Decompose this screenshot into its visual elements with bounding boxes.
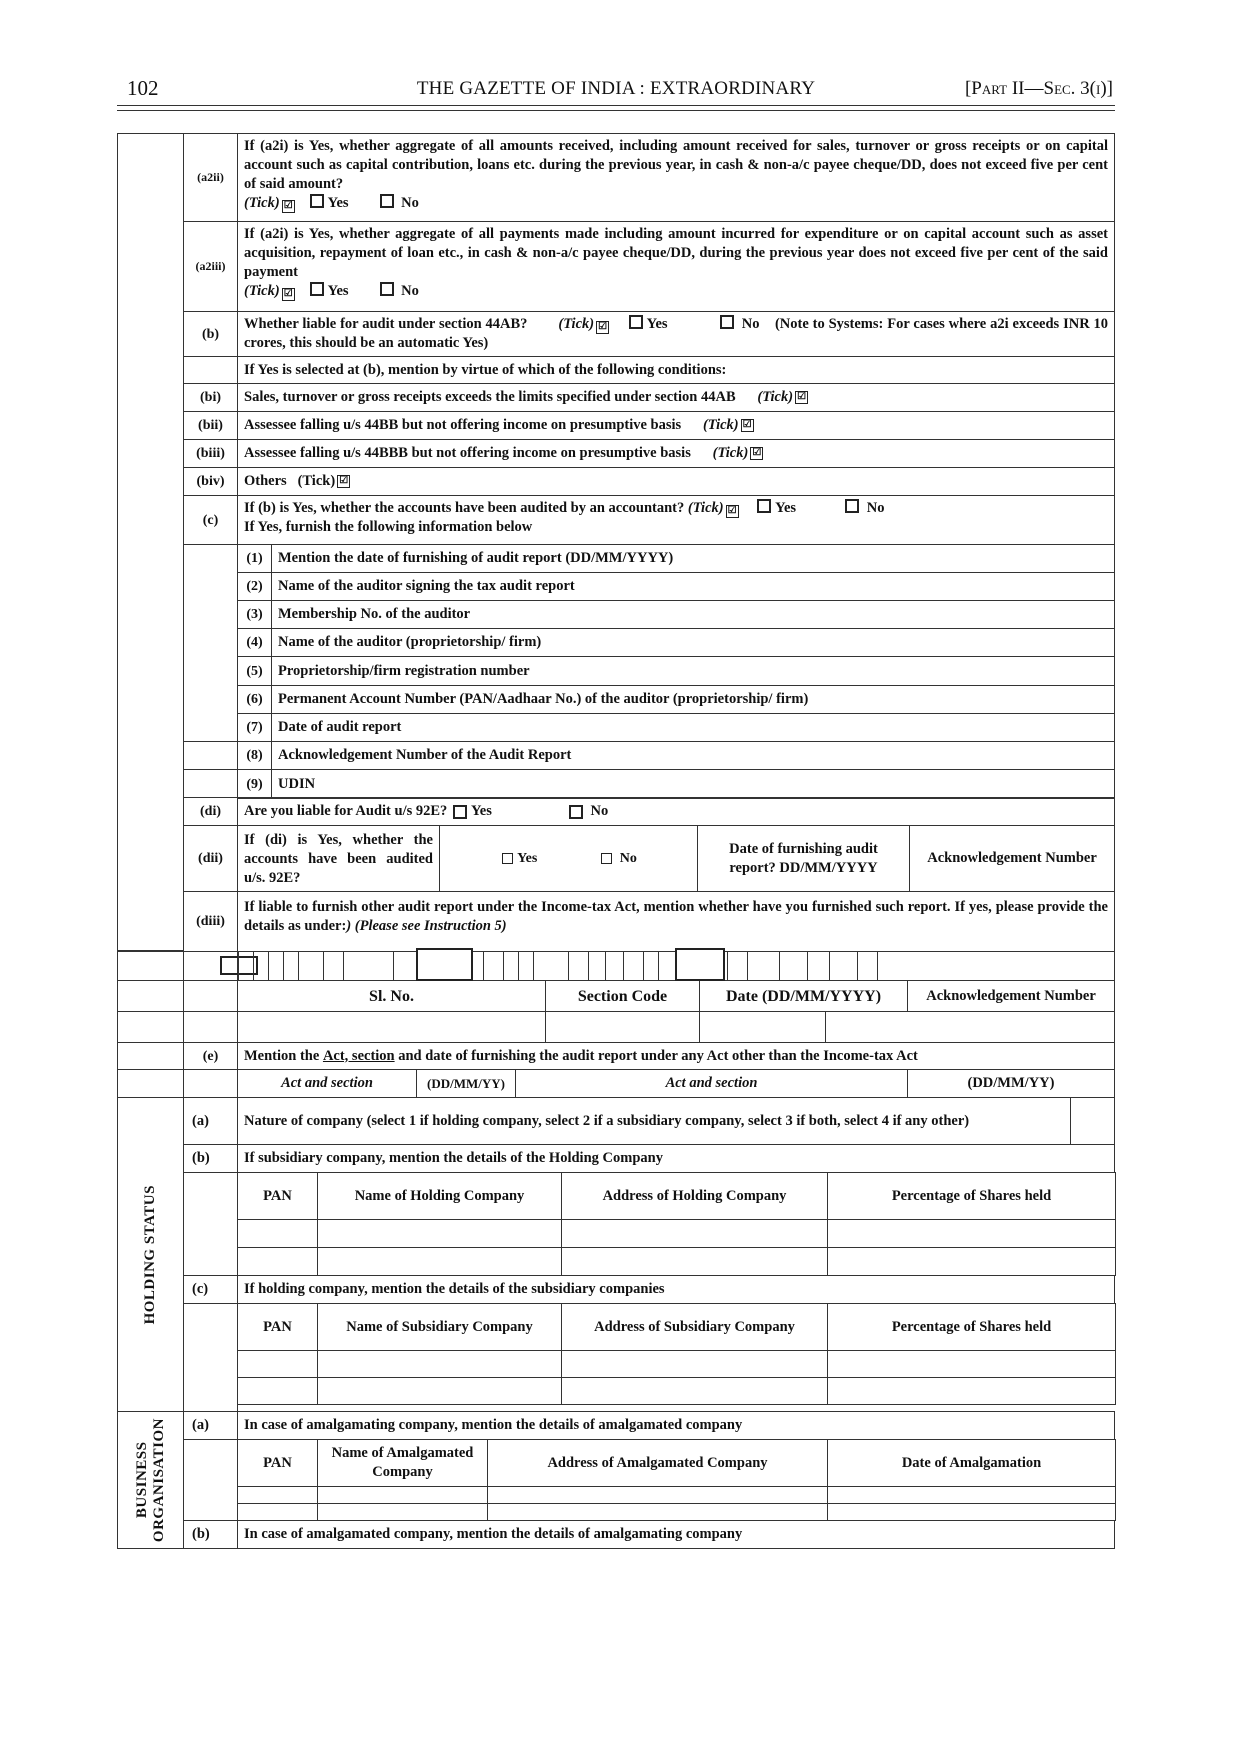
row-label-a2iii: (a2iii) (183, 221, 238, 312)
yes-checkbox[interactable] (757, 499, 771, 513)
row-e (237, 1042, 1115, 1070)
header-rule (117, 105, 1115, 106)
row-label-bii: (bii) (183, 411, 238, 440)
char-box-divider (283, 951, 284, 981)
no-checkbox[interactable] (380, 282, 394, 296)
amalgamated-cell[interactable] (237, 1503, 318, 1521)
audit-info-number: (9) (237, 769, 272, 799)
audit-info-item[interactable]: Acknowledgement Number of the Audit Report (271, 741, 1115, 770)
row-diii (237, 891, 1115, 952)
holding-status-section-label (117, 1097, 184, 1412)
dii-question: If (di) is Yes, whether the accounts have been audited u/s. 92E? (237, 825, 440, 892)
holding-a-text: Nature of company (select 1 if holding company, select 2 if a subsidiary company, select 3 if both, select 4 if any other) (237, 1097, 1071, 1145)
audit-info-number: (1) (237, 544, 272, 573)
e-col-date-2: (DD/MM/YY) (907, 1069, 1115, 1098)
char-box-divider (605, 951, 606, 981)
dii-ack-label: Acknowledgement Number (909, 825, 1115, 892)
subsidiary-header-3: Percentage of Shares held (827, 1303, 1116, 1351)
amalgamated-header-3: Date of Amalgamation (827, 1439, 1116, 1487)
char-box-divider (643, 951, 644, 981)
holding-header-0: PAN (237, 1172, 318, 1220)
row-label-biii: (biii) (183, 439, 238, 468)
amalgamated-header-2: Address of Amalgamated Company (487, 1439, 828, 1487)
row-label-bi: (bi) (183, 383, 238, 412)
systems-note: (Note to Systems: For cases where a2i exceeds INR 10 crores, this should be an automatic Yes) (244, 316, 1109, 351)
no-checkbox[interactable] (569, 805, 583, 819)
holding-cell[interactable] (561, 1219, 828, 1248)
tick-label: (Tick) (244, 283, 280, 299)
audit-info-number: (8) (237, 741, 272, 770)
holding-header-1: Name of Holding Company (317, 1172, 562, 1220)
no-label: No (590, 803, 609, 819)
holding-cell[interactable] (827, 1247, 1116, 1276)
row-label-empty (183, 741, 238, 770)
no-label: No (741, 316, 760, 332)
row-a2ii (237, 133, 1115, 222)
subsidiary-header-2: Address of Subsidiary Company (561, 1303, 828, 1351)
audit-info-number: (7) (237, 713, 272, 742)
diii-instruction: ) (Please see Instruction 5) (346, 918, 507, 934)
char-box-divider (747, 951, 748, 981)
blank-cell (183, 980, 238, 1012)
tick-label: (Tick) (702, 417, 739, 433)
char-box-divider (268, 951, 269, 981)
subsidiary-cell[interactable] (317, 1350, 562, 1378)
row-label-bo-b: (b) (183, 1520, 238, 1549)
amalgamated-cell[interactable] (827, 1486, 1116, 1504)
yes-label: Yes (517, 851, 538, 866)
row-label-e: (e) (183, 1042, 238, 1070)
row-label-holding-b: (b) (183, 1144, 238, 1173)
char-box-divider (503, 951, 504, 981)
subsidiary-cell[interactable] (827, 1350, 1116, 1378)
row-bii (237, 411, 1115, 440)
col-header-date: Date (DD/MM/YYYY) (699, 980, 908, 1012)
nature-of-company-input[interactable] (1070, 1097, 1115, 1145)
e-text-pre: Mention the (244, 1047, 323, 1064)
char-box-divider (238, 951, 239, 981)
audit-info-number: (5) (237, 656, 272, 686)
subsidiary-cell[interactable] (237, 1350, 318, 1378)
char-box-divider (533, 951, 534, 981)
e-col-act-section-1: Act and section (237, 1069, 417, 1098)
row-label-dii: (dii) (183, 825, 238, 892)
amalgamated-cell[interactable] (827, 1503, 1116, 1521)
amalgamated-cell[interactable] (317, 1503, 488, 1521)
row-di (237, 797, 1115, 826)
holding-header-2: Address of Holding Company (561, 1172, 828, 1220)
checked-box-icon: ☑ (282, 288, 295, 301)
tick-label: (Tick) (757, 389, 794, 405)
row-label-empty (183, 544, 238, 742)
audit-info-number: (3) (237, 600, 272, 629)
holding-cell[interactable] (317, 1247, 562, 1276)
audit-info-number: (2) (237, 572, 272, 601)
holding-cell[interactable] (237, 1219, 318, 1248)
dii-yes-no (439, 825, 698, 892)
char-box-divider (779, 951, 780, 981)
amalgamated-cell[interactable] (487, 1503, 828, 1521)
biii-text: Assessee falling u/s 44BBB but not offering income on presumptive basis (244, 445, 691, 461)
yes-label: Yes (646, 316, 668, 332)
tick-label: (Tick) (687, 500, 724, 516)
yes-checkbox[interactable] (629, 315, 643, 329)
row-label-a2ii: (a2ii) (183, 133, 238, 222)
subsidiary-cell[interactable] (827, 1377, 1116, 1405)
checked-box-icon[interactable]: ☑ (750, 447, 763, 460)
audit-info-item[interactable]: Permanent Account Number (PAN/Aadhaar No.) of the auditor (proprietorship/ firm) (271, 685, 1115, 714)
blank-cell (117, 951, 184, 981)
audit-info-number: (6) (237, 685, 272, 714)
no-checkbox[interactable] (845, 499, 859, 513)
char-box-divider (393, 951, 394, 981)
row-label-biv: (biv) (183, 467, 238, 496)
sl-no-input[interactable] (237, 1011, 546, 1043)
page-header (117, 76, 1115, 106)
col-header-ack-number: Acknowledgement Number (907, 980, 1115, 1012)
tick-label: (Tick) (244, 195, 280, 211)
checked-box-icon[interactable]: ☑ (795, 391, 808, 404)
amalgamated-cell[interactable] (487, 1486, 828, 1504)
subsidiary-header-0: PAN (237, 1303, 318, 1351)
audit-info-item[interactable]: Membership No. of the auditor (271, 600, 1115, 629)
bo-b-text: In case of amalgamated company, mention the details of amalgamating company (237, 1520, 1115, 1549)
e-col-date-1: (DD/MM/YY) (416, 1069, 516, 1098)
yes-label: Yes (327, 283, 349, 299)
subsidiary-cell[interactable] (561, 1350, 828, 1378)
char-box-divider (323, 951, 324, 981)
char-box-divider (807, 951, 808, 981)
no-label: No (619, 851, 637, 866)
row-a2iii (237, 221, 1115, 312)
amalgamated-header-0: PAN (237, 1439, 318, 1487)
holding-cell[interactable] (317, 1219, 562, 1248)
char-box-divider (568, 951, 569, 981)
biv-text: Others (244, 473, 287, 489)
subsidiary-cell[interactable] (561, 1377, 828, 1405)
blank-cell (117, 1042, 184, 1070)
blank-cell (117, 1011, 184, 1043)
char-box-divider (623, 951, 624, 981)
char-box-large[interactable] (416, 948, 473, 981)
no-checkbox[interactable] (601, 853, 612, 864)
row-c (237, 495, 1115, 545)
tick-label: (Tick) (558, 316, 595, 332)
header-rule-double (117, 110, 1115, 111)
row-label-holding-a: (a) (183, 1097, 238, 1145)
checked-box-icon: ☑ (282, 200, 295, 213)
checked-box-icon[interactable]: ☑ (741, 419, 754, 432)
amalgamated-cell[interactable] (237, 1486, 318, 1504)
holding-c-text: If holding company, mention the details of the subsidiary companies (237, 1275, 1115, 1304)
row-b (237, 311, 1115, 357)
blank-cell (183, 1439, 238, 1521)
audit-info-item[interactable]: Date of audit report (271, 713, 1115, 742)
blank-cell (183, 1303, 238, 1412)
bo-a-text: In case of amalgamating company, mention the details of amalgamated company (237, 1411, 1115, 1440)
yes-label: Yes (327, 195, 349, 211)
audit-info-item[interactable]: Proprietorship/firm registration number (271, 656, 1115, 686)
yes-label: Yes (470, 803, 492, 819)
amalgamated-header-1: Name of Amalgamated Company (317, 1439, 488, 1487)
row-label-empty (183, 769, 238, 798)
blank-cell (183, 1069, 238, 1098)
col-header-sl-no: Sl. No. (237, 980, 546, 1012)
tick-label: (Tick) (297, 473, 336, 489)
dii-date-label: Date of furnishing audit report? DD/MM/YYYY (697, 825, 910, 892)
audit-info-item[interactable]: Mention the date of furnishing of audit report (DD/MM/YYYY) (271, 544, 1115, 573)
date-input[interactable] (699, 1011, 826, 1043)
holding-cell[interactable] (827, 1219, 1116, 1248)
ack-number-input[interactable] (825, 1011, 1115, 1043)
blank-cell (183, 1172, 238, 1276)
row-label-diii: (diii) (183, 891, 238, 952)
audit-info-number: (4) (237, 628, 272, 657)
gazette-title: THE GAZETTE OF INDIA : EXTRAORDINARY (416, 78, 816, 99)
tick-label: (Tick) (712, 445, 749, 461)
char-box-divider (829, 951, 830, 981)
organisation-label: ORGANISATION (150, 1417, 167, 1543)
a2ii-question: If (a2i) is Yes, whether aggregate of all amounts received, including amount received for sales, turnover or gross receipts or on capital account such as capital contribution, loans etc. during the previous year, in cash & non-a/c payee cheque/DD, does not exceed five per cent of said amount? (244, 138, 1108, 192)
section-code-input[interactable] (545, 1011, 700, 1043)
char-box-divider (877, 951, 878, 981)
e-col-act-section-2: Act and section (515, 1069, 908, 1098)
audit-info-item[interactable]: Name of the auditor signing the tax audit report (271, 572, 1115, 601)
char-box-divider (483, 951, 484, 981)
holding-b-text: If subsidiary company, mention the details of the Holding Company (237, 1144, 1115, 1173)
yes-checkbox[interactable] (310, 194, 324, 208)
no-checkbox[interactable] (380, 194, 394, 208)
row-biii (237, 439, 1115, 468)
char-box-divider (298, 951, 299, 981)
col-header-section-code: Section Code (545, 980, 700, 1012)
page-number: 102 (127, 76, 159, 100)
holding-status-label: HOLDING STATUS (142, 1184, 158, 1325)
c-subtext: If Yes, furnish the following information below (244, 519, 533, 535)
row-label-bo-a: (a) (183, 1411, 238, 1440)
row-biv (237, 467, 1115, 496)
diii-question: If liable to furnish other audit report under the Income-tax Act, mention whether have you furnished such report. If yes, please provide the details as under: (244, 899, 1108, 934)
amalgamated-cell[interactable] (317, 1486, 488, 1504)
row-label-c: (c) (183, 495, 238, 545)
char-box-divider (343, 951, 344, 981)
holding-header-3: Percentage of Shares held (827, 1172, 1116, 1220)
checked-box-icon: ☑ (596, 321, 609, 334)
di-question: Are you liable for Audit u/s 92E? (244, 803, 448, 819)
business-organisation-label (134, 1418, 168, 1542)
yes-label: Yes (775, 500, 797, 516)
row-label-b: (b) (183, 311, 238, 357)
char-box-divider (588, 951, 589, 981)
char-box-large[interactable] (675, 948, 725, 981)
subsidiary-cell[interactable] (237, 1377, 318, 1405)
e-text-post: and date of furnishing the audit report under any Act other than the Income-tax Act (394, 1047, 918, 1064)
section-reference: [Part II—Sec. 3(i)] (964, 78, 1113, 99)
row-label-di: (di) (183, 797, 238, 826)
yes-checkbox[interactable] (310, 282, 324, 296)
subsidiary-cell[interactable] (317, 1377, 562, 1405)
bi-text: Sales, turnover or gross receipts exceeds the limits specified under section 44AB (244, 389, 736, 405)
audit-info-item[interactable]: UDIN (271, 769, 1115, 799)
char-box-divider (658, 951, 659, 981)
holding-cell[interactable] (561, 1247, 828, 1276)
business-label: BUSINESS (133, 1441, 150, 1519)
audit-info-item[interactable]: Name of the auditor (proprietorship/ firm) (271, 628, 1115, 657)
yes-checkbox[interactable] (502, 853, 513, 864)
e-text-underlined: Act, section (322, 1047, 395, 1064)
blank-cell (117, 980, 184, 1012)
subsidiary-header-1: Name of Subsidiary Company (317, 1303, 562, 1351)
business-organisation-section-label (117, 1411, 184, 1549)
section-label-cell-blank (117, 133, 184, 951)
checked-box-icon[interactable]: ☑ (337, 475, 350, 488)
c-question: If (b) is Yes, whether the accounts have been audited by an accountant? (244, 500, 685, 516)
checked-box-icon: ☑ (726, 505, 739, 518)
char-box-divider (857, 951, 858, 981)
blank-cell (117, 1069, 184, 1098)
char-box-divider (727, 951, 728, 981)
char-box-divider (253, 951, 254, 981)
char-box-divider (518, 951, 519, 981)
blank-cell (183, 1011, 238, 1043)
b-question: Whether liable for audit under section 44AB? (244, 316, 528, 332)
no-label: No (401, 195, 419, 211)
bii-text: Assessee falling u/s 44BB but not offering income on presumptive basis (244, 417, 682, 433)
holding-cell[interactable] (237, 1247, 318, 1276)
no-label: No (866, 500, 885, 516)
row-label-empty (183, 356, 238, 384)
no-label: No (401, 283, 419, 299)
row-bi (237, 383, 1115, 412)
no-checkbox[interactable] (720, 315, 734, 329)
yes-checkbox[interactable] (453, 805, 467, 819)
row-b-intro: If Yes is selected at (b), mention by virtue of which of the following conditions: (237, 356, 1115, 384)
a2iii-question: If (a2i) is Yes, whether aggregate of all payments made including amount incurred for expenditure or on capital account such as asset acquisition, repayment of loan etc., in cash & non-a/c payee cheque/DD, during the previous year does not exceed five per cent of the said payment (244, 226, 1108, 280)
row-label-holding-c: (c) (183, 1275, 238, 1304)
